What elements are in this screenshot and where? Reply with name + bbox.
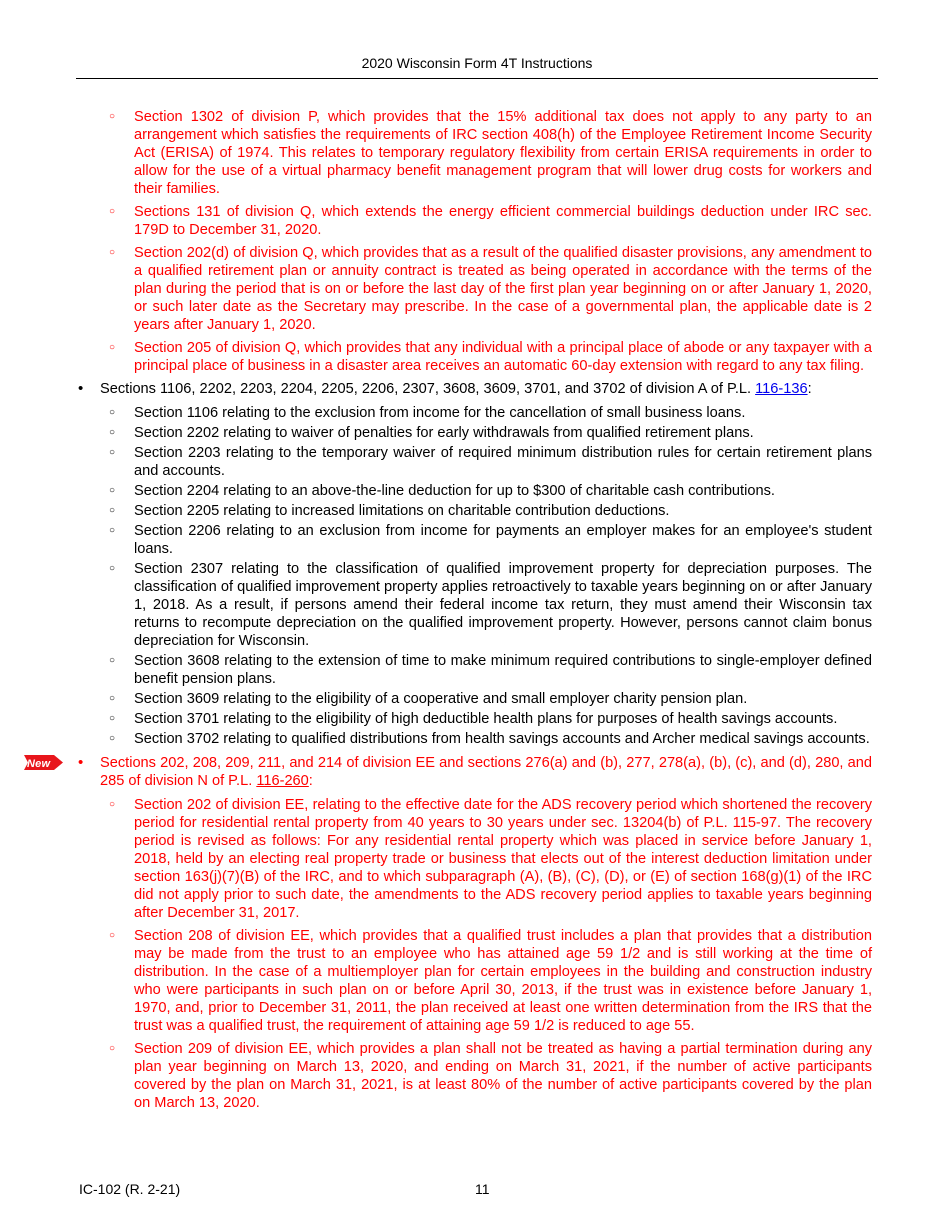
list-item-sub: ○ Section 3702 relating to qualified distributions from health savings accounts and Archer medical savings accounts. [134, 730, 872, 748]
page-header: 2020 Wisconsin Form 4T Instructions [361, 55, 593, 71]
new-badge [24, 754, 64, 771]
document-body [0, 108, 950, 1112]
list-item-sub: ○ Section 3608 relating to the extension of time to make minimum required contributions to single-employer defined benefit pension plans. [134, 652, 872, 688]
list-item-sub: ○ Section 3609 relating to the eligibility of a cooperative and small employer charity pension plan. [134, 690, 872, 708]
item-punct: : [308, 773, 313, 789]
list-item-sub: ○ Section 2206 relating to an exclusion from income for payments an employer makes for an employee's student loans. [134, 522, 872, 558]
list-item-top [100, 380, 872, 398]
item-text: Sections 202, 208, 209, 211, and 214 of division EE and sections 276(a) and (b), 277, 278(a), (b), (c), and (d), 280, and 285 of division N of P.L. [100, 755, 872, 789]
list-item-sub: ○ Section 2204 relating to an above-the-line deduction for up to $300 of charitable cash contributions. [134, 482, 872, 500]
header-rule [76, 78, 878, 79]
law-link[interactable]: 116-260 [256, 773, 309, 789]
list-item-sub: ○ Section 3701 relating to the eligibility of high deductible health plans for purposes of health savings accounts. [134, 710, 872, 728]
new-badge-label: • New [27, 758, 51, 770]
list-item-sub: ○ Section 2202 relating to waiver of penalties for early withdrawals from qualified retirement plans. [134, 424, 872, 442]
list-item-sub: ○ Section 2203 relating to the temporary waiver of required minimum distribution rules for certain retirement plans and accounts. [134, 444, 872, 480]
list-item-sub: ○ Section 209 of division EE, which provides a plan shall not be treated as having a partial termination during any plan year beginning on March 13, 2020, and ending on March 31, 2021, if the number of active participants covered by the plan on March 31, 2021, is at least 80% of the number of active participants covered by the plan on March 13, 2020. [134, 1040, 872, 1112]
law-link[interactable]: 116-136 [755, 381, 808, 397]
item-punct: : [807, 381, 812, 397]
item-text: Sections 1106, 2202, 2203, 2204, 2205, 2206, 2307, 3608, 3609, 3701, and 3702 of division A of P.L. [100, 381, 756, 397]
list-item-sub: ○ Section 205 of division Q, which provides that any individual with a principal place of abode or any taxpayer with a principal place of business in a disaster area receives an automatic 60-day extension with regard to any tax filing. [134, 339, 872, 375]
list-item-top-new [27, 754, 872, 790]
list-item-sub: ○ Section 202 of division EE, relating to the effective date for the ADS recovery period which shortened the recovery period for residential rental property from 40 years to 30 years under sec. 13204(b) of P.L. 115-97. The recovery period is revised as follows: For any residential rental property which was placed in service before January 1, 2018, held by an electing real property trade or business that elects out of the interest deduction limitation under section 163(j)(7)(B) of the IRC, and to which subparagraph (A), (B), (C), (D), or (E) of section 168(g)(1) of the IRC did not apply prior to such date, the amendments to the ADS recovery period applies to taxable years beginning after December 31, 2017. [134, 796, 872, 922]
page-number: 11 [475, 1181, 490, 1197]
list-item-sub: ○ Sections 131 of division Q, which extends the energy efficient commercial buildings deduction under IRC sec. 179D to December 31, 2020. [134, 203, 872, 239]
list-item-sub: ○ Section 1106 relating to the exclusion from income for the cancellation of small business loans. [134, 404, 872, 422]
form-id: IC-102 (R. 2-21) [79, 1181, 181, 1197]
list-item-sub: ○ Section 208 of division EE, which provides that a qualified trust includes a plan that provides that a distribution may be made from the trust to an employee who has attained age 59 1/2 and is still working at the time of distribution. In the case of a multiemployer plan for certain employees in the building and construction industry who were participants in such plan on or before April 30, 2013, if the trust was in existence before January 1, 1970, and, prior to December 31, 2011, the plan received at least one written determination from the IRS that the trust was a qualified trust, the requirement of attaining age 59 1/2 is reduced to age 55. [134, 927, 872, 1035]
list-item-sub: ○ Section 2205 relating to increased limitations on charitable contribution deductions. [134, 502, 872, 520]
list-item-sub: ○ Section 1302 of division P, which provides that the 15% additional tax does not apply to any party to an arrangement which satisfies the requirements of IRC section 408(h) of the Employee Retirement Income Security Act (ERISA) of 1974. This relates to temporary regulatory flexibility from certain ERISA requirements in order to allow for the use of a virtual pharmacy benefit management program that will lower drug costs for workers and their families. [134, 108, 872, 198]
list-item-sub: ○ Section 2307 relating to the classification of qualified improvement property for depreciation purposes. The classification of qualified improvement property applies retroactively to taxable years beginning on or after January 1, 2018. As a result, if persons amend their federal income tax return, they must amend their Wisconsin tax returns to recompute depreciation on the qualified improvement property. However, persons cannot claim bonus depreciation for Wisconsin. [134, 560, 872, 650]
list-item-sub: ○ Section 202(d) of division Q, which provides that as a result of the qualified disaster provisions, any amendment to a qualified retirement plan or annuity contract is treated as being operated in accordance with the terms of the plan during the period that is on or before the last day of the first plan year beginning on or after January 1, 2020, or such later date as the Secretary may prescribe. In the case of a governmental plan, the applicable date is 2 years after January 1, 2020. [134, 244, 872, 334]
